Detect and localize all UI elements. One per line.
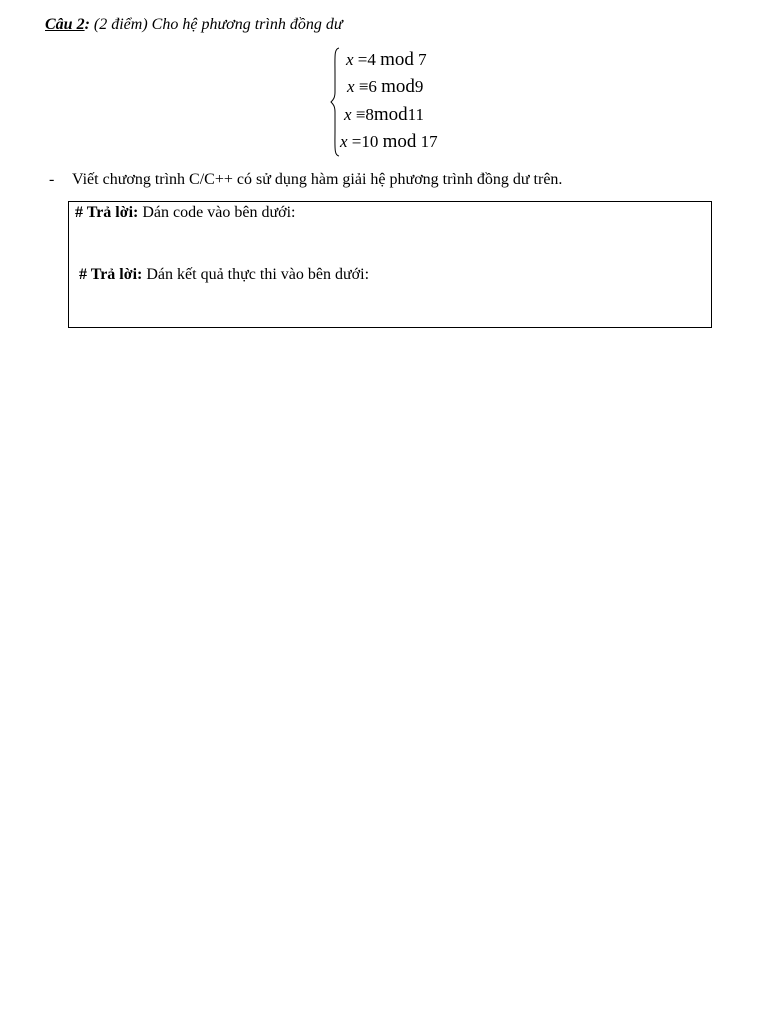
equation-mod: mod xyxy=(381,76,415,97)
list-bullet: - xyxy=(49,171,55,188)
equation-variable: x xyxy=(347,77,355,96)
equation-row xyxy=(340,132,438,152)
equation-relation: = xyxy=(351,132,362,151)
question-points: (2 điểm) xyxy=(93,16,148,33)
equation-rhs: 6 xyxy=(368,77,377,96)
result-answer-prompt xyxy=(79,264,369,286)
equation-mod: mod xyxy=(373,104,408,125)
equation-rhs: 4 xyxy=(367,50,376,69)
code-answer-label: # Trả lời: xyxy=(75,204,139,221)
question-heading xyxy=(45,14,343,36)
question-colon: : xyxy=(84,16,90,33)
congruence-system xyxy=(329,46,449,158)
equation-modulus: 11 xyxy=(407,105,425,124)
equation-modulus: 17 xyxy=(420,132,438,151)
equation-variable: x xyxy=(346,50,354,69)
task-item xyxy=(49,169,562,191)
equation-variable: x xyxy=(344,105,352,124)
question-prompt: Cho hệ phương trình đồng dư xyxy=(151,16,343,33)
equation-mod: mod xyxy=(380,49,414,70)
task-text: Viết chương trình C/C++ có sử dụng hàm giải hệ phương trình đồng dư trên. xyxy=(72,171,563,188)
result-answer-instruction: Dán kết quả thực thi vào bên dưới: xyxy=(142,266,370,283)
code-answer-prompt xyxy=(75,202,295,224)
equation-modulus: 7 xyxy=(418,50,427,69)
code-answer-instruction: Dán code vào bên dưới: xyxy=(138,204,296,221)
equation-mod: mod xyxy=(382,131,417,152)
equation-rhs: 10 xyxy=(361,132,379,151)
equation-relation: ≡ xyxy=(355,105,366,124)
answer-box[interactable] xyxy=(68,201,712,328)
question-label: Câu 2 xyxy=(45,16,85,33)
equation-relation: = xyxy=(357,50,368,69)
equation-relation: ≡ xyxy=(358,77,369,96)
result-answer-label: # Trả lời: xyxy=(79,266,143,283)
equation-row xyxy=(344,105,424,125)
equation-variable: x xyxy=(340,132,348,151)
equation-row xyxy=(347,77,423,97)
equation-modulus: 9 xyxy=(414,77,424,96)
equation-rhs: 8 xyxy=(365,105,374,124)
equation-row xyxy=(346,50,427,70)
